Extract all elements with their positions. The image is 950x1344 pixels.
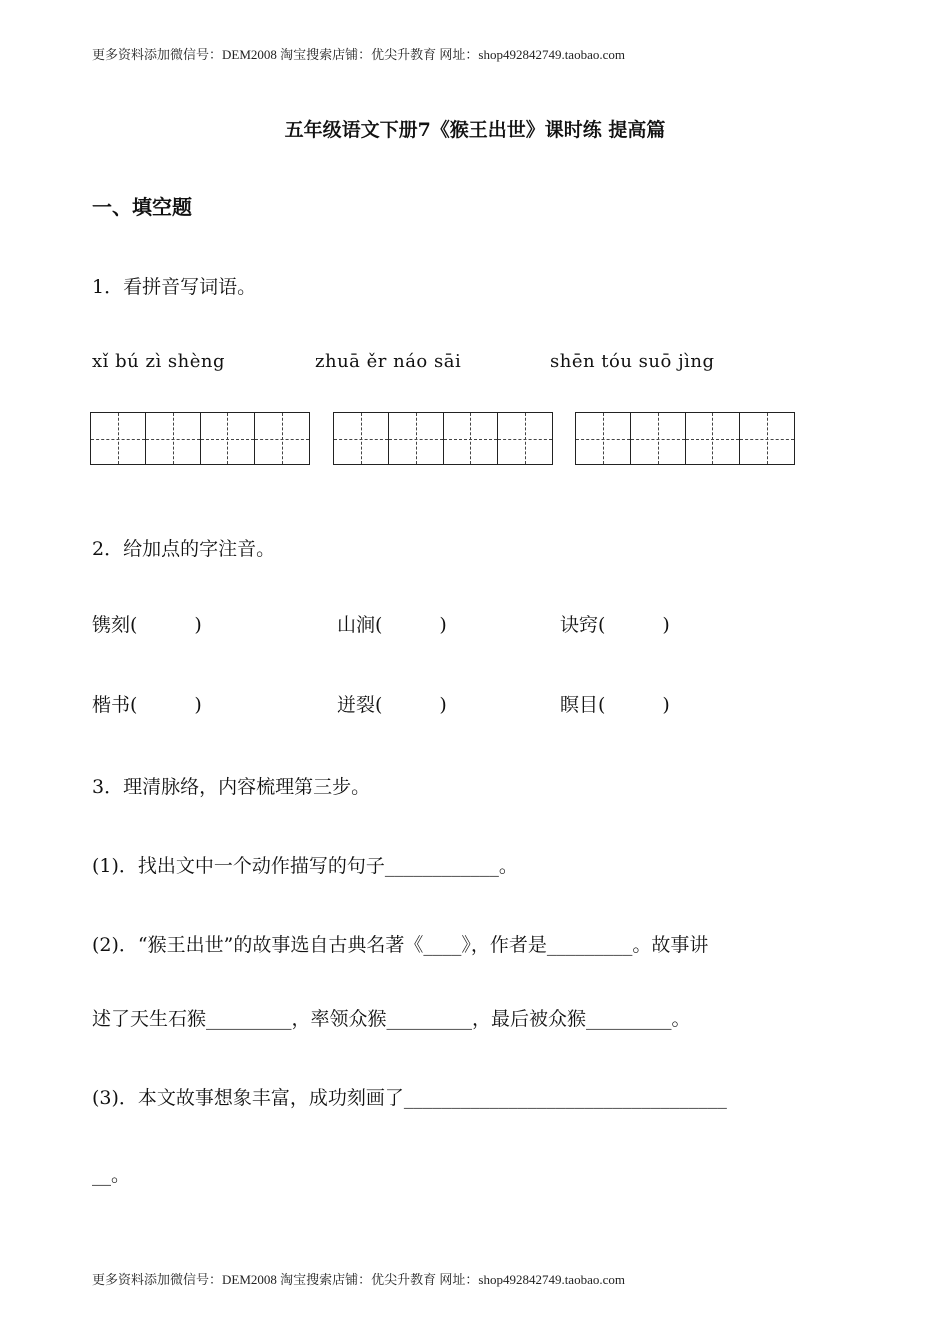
annotate-item[interactable]: 楷书( ) [92,694,202,716]
grid-cell[interactable] [443,413,498,464]
question-3-sub-3-line-1[interactable]: (3)．本文故事想象丰富，成功刻画了__________________________________ [92,1087,727,1109]
grid-cell[interactable] [91,413,145,464]
page-title: 五年级语文下册7《猴王出世》课时练 提高篇 [284,119,666,141]
question-3-prompt: 3．理清脉络，内容梳理第三步。 [92,776,371,798]
annotate-item[interactable]: 诀窍( ) [560,614,670,636]
question-3-sub-2-line-1[interactable]: (2)．“猴王出世”的故事选自古典名著《____》，作者是_________。故事讲 [92,934,709,956]
annotate-item[interactable]: 山涧( ) [337,614,447,636]
question-1-prompt: 1．看拼音写词语。 [92,276,257,298]
pinyin-3: shēn tóu suō jìng [550,351,715,372]
annotate-item[interactable]: 镌刻( ) [92,614,202,636]
grid-cell[interactable] [254,413,309,464]
grid-cell[interactable] [388,413,443,464]
question-3-sub-2-line-2[interactable]: 述了天生石猴_________，率领众猴_________，最后被众猴_________。 [92,1008,691,1030]
grid-cell[interactable] [630,413,685,464]
grid-cell[interactable] [576,413,630,464]
grid-cell[interactable] [739,413,794,464]
section-heading: 一、填空题 [92,195,192,219]
question-2-prompt: 2．给加点的字注音。 [92,538,276,560]
grid-cell[interactable] [145,413,200,464]
grid-cell[interactable] [497,413,552,464]
annotate-item[interactable]: 迸裂( ) [337,694,447,716]
grid-cell[interactable] [200,413,255,464]
question-3-sub-3-line-2[interactable]: __。 [92,1164,131,1186]
grid-cell[interactable] [685,413,740,464]
page-header: 更多资料添加微信号：DEM2008 淘宝搜索店铺：优尖升教育 网址：shop492842749.taobao.com [92,47,625,62]
writing-grid-1[interactable] [90,412,310,465]
page-footer: 更多资料添加微信号：DEM2008 淘宝搜索店铺：优尖升教育 网址：shop492842749.taobao.com [92,1272,625,1287]
writing-grid-2[interactable] [333,412,553,465]
pinyin-2: zhuā ěr náo sāi [315,351,462,372]
pinyin-1: xǐ bú zì shèng [92,351,226,372]
annotate-item[interactable]: 瞑目( ) [560,694,670,716]
question-3-sub-1[interactable]: (1)．找出文中一个动作描写的句子____________。 [92,855,518,877]
grid-cell[interactable] [334,413,388,464]
writing-grid-3[interactable] [575,412,795,465]
